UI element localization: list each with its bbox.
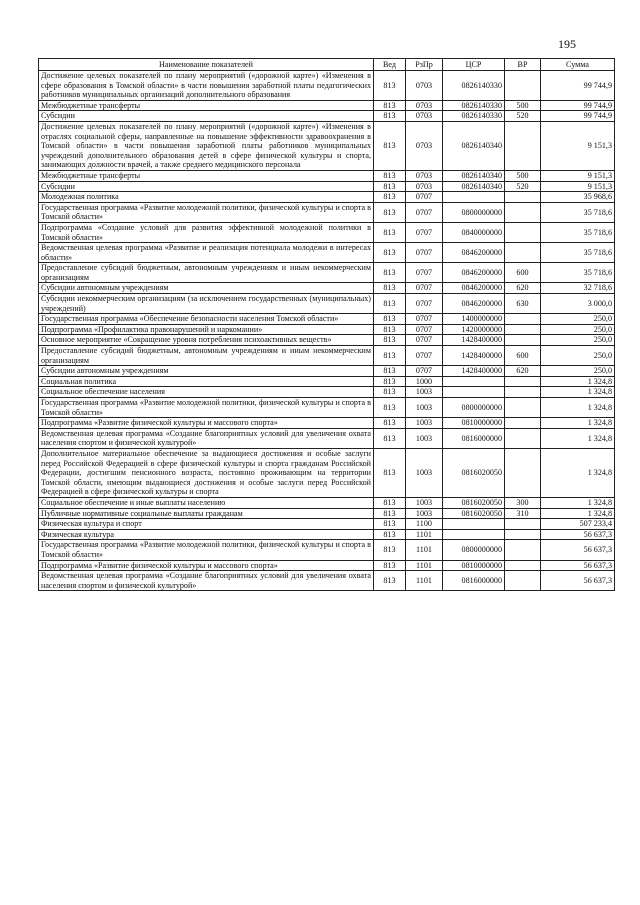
row-vr-cell (505, 243, 541, 263)
row-sum-cell: 1 324,8 (541, 497, 615, 508)
row-ved-cell: 813 (374, 314, 406, 325)
row-sum-cell: 35 968,6 (541, 192, 615, 203)
row-sum-cell: 35 718,6 (541, 222, 615, 242)
table-row (39, 324, 615, 335)
table-row (39, 346, 615, 366)
row-csr-cell: 0826140340 (443, 121, 505, 170)
row-rzpr-cell: 0703 (406, 111, 443, 122)
row-csr-cell: 0826140330 (443, 111, 505, 122)
row-rzpr-cell: 0707 (406, 346, 443, 366)
row-ved-cell: 813 (374, 418, 406, 429)
row-vr-cell (505, 519, 541, 530)
row-sum-cell: 250,0 (541, 324, 615, 335)
row-vr-cell (505, 222, 541, 242)
row-name-cell: Социальное обеспечение и иные выплаты населению (39, 497, 374, 508)
row-rzpr-cell: 0707 (406, 202, 443, 222)
row-vr-cell: 620 (505, 283, 541, 294)
row-vr-cell: 310 (505, 508, 541, 519)
row-vr-cell (505, 192, 541, 203)
row-csr-cell: 0846200000 (443, 283, 505, 294)
row-sum-cell: 1 324,8 (541, 387, 615, 398)
row-name-cell: Ведомственная целевая программа «Развитие и реализация потенциала молодежи в интересах области» (39, 243, 374, 263)
row-ved-cell: 813 (374, 398, 406, 418)
table-row (39, 294, 615, 314)
row-rzpr-cell: 0707 (406, 335, 443, 346)
row-csr-cell: 0810000000 (443, 418, 505, 429)
row-sum-cell: 1 324,8 (541, 448, 615, 497)
row-rzpr-cell: 1100 (406, 519, 443, 530)
table-row (39, 497, 615, 508)
row-name-cell: Субсидии (39, 111, 374, 122)
row-ved-cell: 813 (374, 376, 406, 387)
row-csr-cell: 0800000000 (443, 540, 505, 560)
row-ved-cell: 813 (374, 263, 406, 283)
row-csr-cell: 0840000000 (443, 222, 505, 242)
row-name-cell: Государственная программа «Развитие молодежной политики, физической культуры и спорта в Томской области» (39, 398, 374, 418)
row-vr-cell (505, 398, 541, 418)
row-name-cell: Основное мероприятие «Сокращение уровня потребления психоактивных веществ» (39, 335, 374, 346)
row-csr-cell: 0816000000 (443, 428, 505, 448)
row-sum-cell: 35 718,6 (541, 263, 615, 283)
row-rzpr-cell: 1003 (406, 387, 443, 398)
row-csr-cell: 1420000000 (443, 324, 505, 335)
table-row (39, 448, 615, 497)
row-sum-cell: 32 718,6 (541, 283, 615, 294)
row-sum-cell: 99 744,9 (541, 111, 615, 122)
row-sum-cell: 9 151,3 (541, 170, 615, 181)
row-name-cell: Достижение целевых показателей по плану мероприятий («дорожной карте») «Изменения в сфере образования в Томской области» в части повышения заработной платы педагогических работников муниципальных организаций дополнительного образования (39, 71, 374, 101)
row-name-cell: Подпрограмма «Развитие физической культуры и массового спорта» (39, 418, 374, 429)
row-ved-cell: 813 (374, 346, 406, 366)
row-vr-cell: 500 (505, 100, 541, 111)
row-ved-cell: 813 (374, 71, 406, 101)
row-sum-cell: 1 324,8 (541, 398, 615, 418)
row-csr-cell: 0816020050 (443, 508, 505, 519)
row-name-cell: Субсидии автономным учреждениям (39, 366, 374, 377)
row-rzpr-cell: 1000 (406, 376, 443, 387)
row-ved-cell: 813 (374, 121, 406, 170)
row-csr-cell: 0846200000 (443, 243, 505, 263)
row-rzpr-cell: 0707 (406, 283, 443, 294)
row-vr-cell: 600 (505, 346, 541, 366)
row-vr-cell (505, 529, 541, 540)
row-ved-cell: 813 (374, 428, 406, 448)
row-vr-cell (505, 571, 541, 591)
row-name-cell: Дополнительное материальное обеспечение за выдающиеся достижения и особые заслуги перед Российской Федерацией в сфере физической культуры и спорта гражданам Российской Федерации, достигшим пенсионного возраста, постоянно проживающим на территории Томской области, имеющим выдающиеся достижения и особые заслуги перед Российской Федерацией в сфере физической культуры и спорта (39, 448, 374, 497)
row-ved-cell: 813 (374, 181, 406, 192)
row-name-cell: Субсидии некоммерческим организациям (за исключением государственных (муниципальных) учреждений) (39, 294, 374, 314)
row-ved-cell: 813 (374, 540, 406, 560)
row-vr-cell (505, 71, 541, 101)
row-name-cell: Предоставление субсидий бюджетным, автономным учреждениям и иным некоммерческим организациям (39, 263, 374, 283)
row-csr-cell: 0816020050 (443, 448, 505, 497)
row-csr-cell: 1428400000 (443, 346, 505, 366)
row-csr-cell (443, 376, 505, 387)
row-ved-cell: 813 (374, 100, 406, 111)
row-sum-cell: 1 324,8 (541, 428, 615, 448)
row-vr-cell: 630 (505, 294, 541, 314)
table-row (39, 508, 615, 519)
row-rzpr-cell: 1101 (406, 571, 443, 591)
row-vr-cell (505, 448, 541, 497)
row-rzpr-cell: 1101 (406, 529, 443, 540)
row-sum-cell: 56 637,3 (541, 560, 615, 571)
row-sum-cell: 507 233,4 (541, 519, 615, 530)
row-csr-cell: 0846200000 (443, 294, 505, 314)
row-vr-cell (505, 324, 541, 335)
row-ved-cell: 813 (374, 366, 406, 377)
table-body (39, 71, 615, 591)
row-sum-cell: 1 324,8 (541, 508, 615, 519)
row-sum-cell: 99 744,9 (541, 100, 615, 111)
row-ved-cell: 813 (374, 335, 406, 346)
row-rzpr-cell: 0707 (406, 366, 443, 377)
row-csr-cell: 0800000000 (443, 202, 505, 222)
row-csr-cell: 0826140330 (443, 71, 505, 101)
row-ved-cell: 813 (374, 387, 406, 398)
row-ved-cell: 813 (374, 324, 406, 335)
row-vr-cell (505, 560, 541, 571)
row-csr-cell (443, 529, 505, 540)
row-vr-cell (505, 376, 541, 387)
row-ved-cell: 813 (374, 294, 406, 314)
row-name-cell: Физическая культура (39, 529, 374, 540)
row-vr-cell (505, 121, 541, 170)
row-ved-cell: 813 (374, 560, 406, 571)
row-name-cell: Межбюджетные трансферты (39, 170, 374, 181)
row-rzpr-cell: 1003 (406, 428, 443, 448)
row-csr-cell: 1400000000 (443, 314, 505, 325)
row-ved-cell: 813 (374, 170, 406, 181)
row-ved-cell: 813 (374, 529, 406, 540)
row-name-cell: Физическая культура и спорт (39, 519, 374, 530)
row-rzpr-cell: 0707 (406, 243, 443, 263)
table-row (39, 181, 615, 192)
table-row (39, 519, 615, 530)
row-csr-cell: 0816020050 (443, 497, 505, 508)
row-ved-cell: 813 (374, 448, 406, 497)
row-name-cell: Субсидии автономным учреждениям (39, 283, 374, 294)
table-row (39, 100, 615, 111)
row-sum-cell: 1 324,8 (541, 418, 615, 429)
row-csr-cell (443, 519, 505, 530)
row-vr-cell: 500 (505, 170, 541, 181)
row-sum-cell: 250,0 (541, 346, 615, 366)
row-vr-cell (505, 540, 541, 560)
row-rzpr-cell: 0707 (406, 222, 443, 242)
table-row (39, 335, 615, 346)
row-rzpr-cell: 0707 (406, 314, 443, 325)
row-name-cell: Субсидии (39, 181, 374, 192)
row-name-cell: Ведомственная целевая программа «Создание благоприятных условий для увеличения охвата населения спортом и физической культурой» (39, 571, 374, 591)
row-vr-cell (505, 428, 541, 448)
table-row (39, 222, 615, 242)
row-rzpr-cell: 1003 (406, 418, 443, 429)
row-sum-cell: 1 324,8 (541, 376, 615, 387)
row-rzpr-cell: 0703 (406, 71, 443, 101)
row-csr-cell: 0810000000 (443, 560, 505, 571)
table-row (39, 376, 615, 387)
row-name-cell: Государственная программа «Развитие молодежной политики, физической культуры и спорта в Томской области» (39, 202, 374, 222)
row-name-cell: Достижение целевых показателей по плану мероприятий («дорожной карте») «Изменения в отраслях социальной сферы, направленные на повышение эффективности здравоохранения в Томской области» в части повышения заработной платы работников муниципальных учреждений дополнительного образования детей в сфере физической культуры и спорта, занимающих должности врачей, а также среднего медицинского персонала (39, 121, 374, 170)
row-name-cell: Подпрограмма «Развитие физической культуры и массового спорта» (39, 560, 374, 571)
row-rzpr-cell: 0707 (406, 263, 443, 283)
table-row (39, 560, 615, 571)
row-vr-cell (505, 314, 541, 325)
row-ved-cell: 813 (374, 283, 406, 294)
row-rzpr-cell: 0703 (406, 100, 443, 111)
row-rzpr-cell: 1003 (406, 508, 443, 519)
row-name-cell: Ведомственная целевая программа «Создание благоприятных условий для увеличения охвата населения спортом и физической культурой» (39, 428, 374, 448)
row-name-cell: Государственная программа «Обеспечение безопасности населения Томской области» (39, 314, 374, 325)
row-rzpr-cell: 0703 (406, 170, 443, 181)
row-ved-cell: 813 (374, 571, 406, 591)
row-sum-cell: 250,0 (541, 366, 615, 377)
table-row (39, 283, 615, 294)
row-rzpr-cell: 1101 (406, 560, 443, 571)
table-row (39, 202, 615, 222)
table-row (39, 540, 615, 560)
table-row (39, 121, 615, 170)
row-rzpr-cell: 1003 (406, 448, 443, 497)
table-row (39, 263, 615, 283)
table-row (39, 170, 615, 181)
table-row (39, 243, 615, 263)
row-vr-cell: 520 (505, 181, 541, 192)
row-sum-cell: 9 151,3 (541, 181, 615, 192)
row-vr-cell (505, 335, 541, 346)
row-name-cell: Подпрограмма «Профилактика правонарушений и наркомании» (39, 324, 374, 335)
row-name-cell: Публичные нормативные социальные выплаты гражданам (39, 508, 374, 519)
table-row (39, 398, 615, 418)
row-vr-cell: 520 (505, 111, 541, 122)
row-sum-cell: 250,0 (541, 335, 615, 346)
column-header-sum: Сумма (541, 59, 615, 71)
row-ved-cell: 813 (374, 202, 406, 222)
row-vr-cell: 620 (505, 366, 541, 377)
table-header-row (39, 59, 615, 71)
row-csr-cell (443, 192, 505, 203)
row-ved-cell: 813 (374, 111, 406, 122)
row-rzpr-cell: 0707 (406, 324, 443, 335)
row-ved-cell: 813 (374, 222, 406, 242)
row-rzpr-cell: 0707 (406, 294, 443, 314)
row-csr-cell: 1428400000 (443, 366, 505, 377)
row-vr-cell: 300 (505, 497, 541, 508)
row-csr-cell: 0800000000 (443, 398, 505, 418)
row-rzpr-cell: 0707 (406, 192, 443, 203)
row-name-cell: Государственная программа «Развитие молодежной политики, физической культуры и спорта в Томской области» (39, 540, 374, 560)
row-name-cell: Межбюджетные трансферты (39, 100, 374, 111)
row-sum-cell: 56 637,3 (541, 540, 615, 560)
table-row (39, 387, 615, 398)
row-ved-cell: 813 (374, 192, 406, 203)
table-row (39, 529, 615, 540)
row-rzpr-cell: 1003 (406, 497, 443, 508)
row-name-cell: Молодежная политика (39, 192, 374, 203)
table-row (39, 418, 615, 429)
row-csr-cell: 0826140340 (443, 181, 505, 192)
column-header-ved: Вед (374, 59, 406, 71)
row-name-cell: Подпрограмма «Создание условий для развития эффективной молодежной политики в Томской области» (39, 222, 374, 242)
row-sum-cell: 99 744,9 (541, 71, 615, 101)
row-ved-cell: 813 (374, 243, 406, 263)
row-sum-cell: 35 718,6 (541, 243, 615, 263)
budget-table (38, 58, 615, 591)
row-ved-cell: 813 (374, 508, 406, 519)
row-ved-cell: 813 (374, 519, 406, 530)
table-row (39, 71, 615, 101)
row-name-cell: Социальная политика (39, 376, 374, 387)
row-csr-cell: 0816000000 (443, 571, 505, 591)
row-vr-cell (505, 418, 541, 429)
row-vr-cell (505, 387, 541, 398)
page-number: 195 (558, 37, 576, 51)
row-sum-cell: 56 637,3 (541, 571, 615, 591)
row-ved-cell: 813 (374, 497, 406, 508)
row-sum-cell: 9 151,3 (541, 121, 615, 170)
row-rzpr-cell: 1101 (406, 540, 443, 560)
row-csr-cell: 0846200000 (443, 263, 505, 283)
column-header-rzpr: РзПр (406, 59, 443, 71)
table-row (39, 192, 615, 203)
row-vr-cell (505, 202, 541, 222)
row-sum-cell: 250,0 (541, 314, 615, 325)
column-header-vr: ВР (505, 59, 541, 71)
table-row (39, 571, 615, 591)
row-rzpr-cell: 1003 (406, 398, 443, 418)
row-sum-cell: 3 000,0 (541, 294, 615, 314)
row-csr-cell: 0826140330 (443, 100, 505, 111)
row-name-cell: Предоставление субсидий бюджетным, автономным учреждениям и иным некоммерческим организациям (39, 346, 374, 366)
table-row (39, 428, 615, 448)
row-sum-cell: 35 718,6 (541, 202, 615, 222)
row-sum-cell: 56 637,3 (541, 529, 615, 540)
row-csr-cell: 0826140340 (443, 170, 505, 181)
row-csr-cell: 1428400000 (443, 335, 505, 346)
column-header-name: Наименование показателей (39, 59, 374, 71)
table-row (39, 366, 615, 377)
table-row (39, 111, 615, 122)
column-header-csr: ЦСР (443, 59, 505, 71)
row-csr-cell (443, 387, 505, 398)
row-rzpr-cell: 0703 (406, 121, 443, 170)
row-vr-cell: 600 (505, 263, 541, 283)
table-row (39, 314, 615, 325)
row-name-cell: Социальное обеспечение населения (39, 387, 374, 398)
row-rzpr-cell: 0703 (406, 181, 443, 192)
